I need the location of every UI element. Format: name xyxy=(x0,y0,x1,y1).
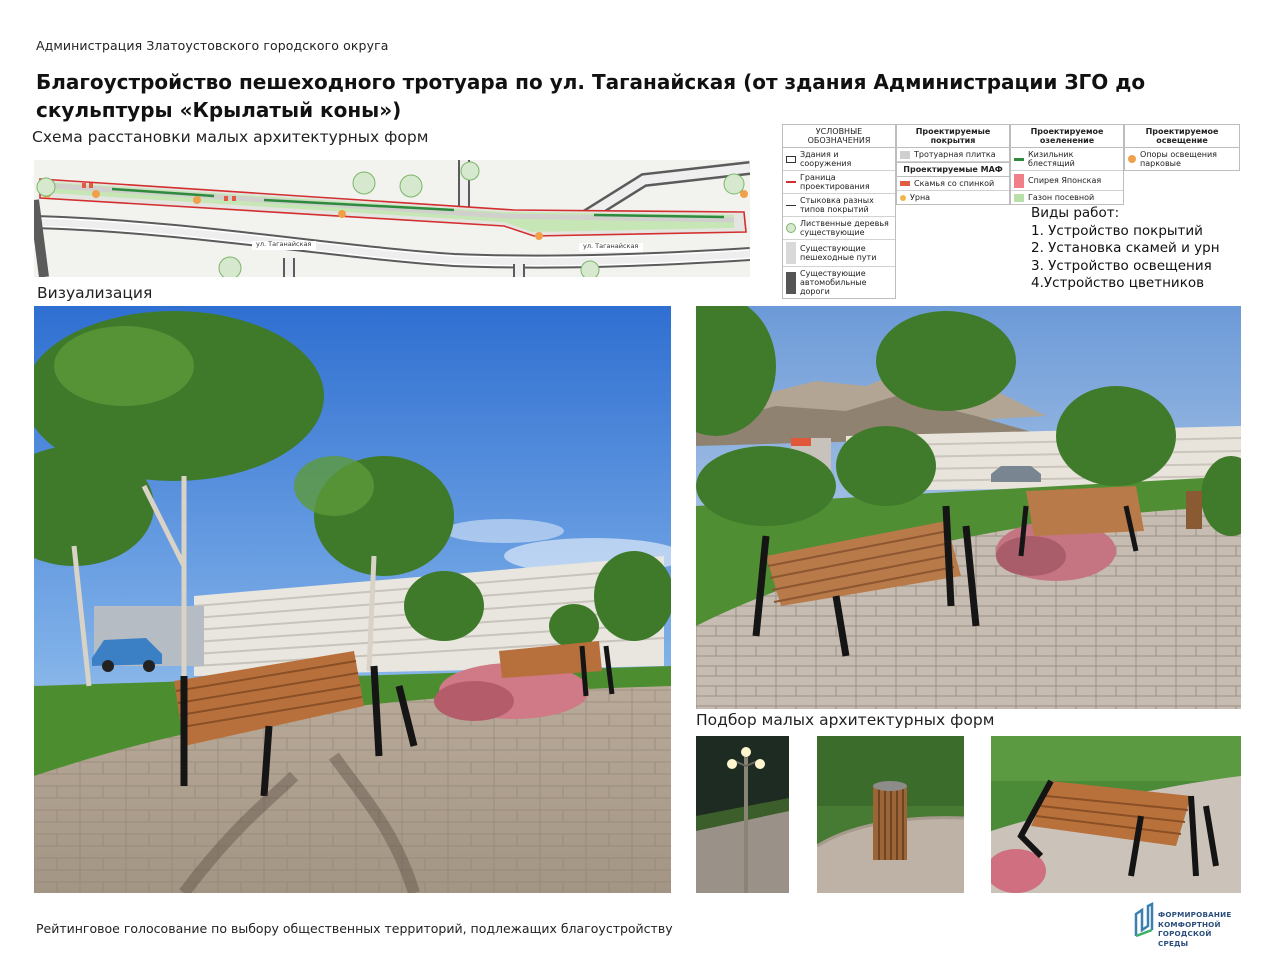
organization-name: Администрация Златоустовского городского округа xyxy=(36,38,389,53)
legend-title: УСЛОВНЫЕ ОБОЗНАЧЕНИЯ xyxy=(783,125,895,148)
visualization-secondary-render xyxy=(696,306,1241,709)
legend-item: Существующие автомобильные дороги xyxy=(783,267,895,298)
legend-item: Стыковка разных типов покрытий xyxy=(783,194,895,217)
legend-item: Тротуарная плитка xyxy=(897,148,1009,162)
legend-item: Кизильник блестящий xyxy=(1011,148,1123,171)
maf-section-title: Подбор малых архитектурных форм xyxy=(696,711,995,729)
tree-swatch xyxy=(786,223,796,233)
bench-swatch xyxy=(900,181,910,186)
legend-item: Опоры освещения парковые xyxy=(1125,148,1239,170)
legend-maf-title: Проектируемые МАФ xyxy=(897,162,1009,177)
bench-render xyxy=(991,736,1241,893)
joint-swatch xyxy=(786,205,796,206)
legend-greenery-title: Проектируемое озеленение xyxy=(1011,125,1123,148)
road-swatch xyxy=(786,272,796,294)
legend-item: Здания и сооружения xyxy=(783,148,895,171)
works-item: 2. Установка скамей и урн xyxy=(1031,240,1220,256)
visualization-section-title: Визуализация xyxy=(37,284,153,302)
tile-swatch xyxy=(900,151,910,159)
street-label: ул. Таганайская xyxy=(583,242,639,250)
site-plan-map xyxy=(34,160,750,277)
works-item: 3. Устройство освещения xyxy=(1031,257,1212,274)
lamp-swatch xyxy=(1128,155,1136,163)
urn-swatch xyxy=(900,195,906,201)
visualization-main-render xyxy=(34,306,671,893)
spirea-swatch xyxy=(1014,174,1024,188)
cotoneaster-swatch xyxy=(1014,158,1024,161)
footpath-swatch xyxy=(786,242,796,264)
urn-render xyxy=(817,736,964,893)
legend-item: Урна xyxy=(897,191,1009,204)
legend-lighting-column xyxy=(1124,124,1240,171)
works-list xyxy=(1031,205,1220,293)
works-item: 4.Устройство цветников xyxy=(1031,275,1205,291)
lawn-swatch xyxy=(1014,194,1024,202)
legend-item: Существующие пешеходные пути xyxy=(783,240,895,267)
legend-lighting-title: Проектируемое освещение xyxy=(1125,125,1239,148)
legend-item: Скамья со спинкой xyxy=(897,177,1009,191)
works-item: 1. Устройство покрытий xyxy=(1031,222,1203,239)
legend-item: Граница проектирования xyxy=(783,171,895,194)
building-swatch xyxy=(786,156,796,163)
legend-existing-column xyxy=(782,124,896,299)
boundary-swatch xyxy=(786,181,796,183)
legend-greenery-column xyxy=(1010,124,1124,205)
footer-text: Рейтинговое голосование по выбору общественных территорий, подлежащих благоустройству xyxy=(36,921,673,936)
legend-project-column xyxy=(896,124,1010,205)
works-title: Виды работ: xyxy=(1031,205,1120,221)
street-label: ул. Таганайская xyxy=(256,240,312,248)
program-logo xyxy=(1132,900,1242,948)
legend-item: Спирея Японская xyxy=(1011,171,1123,191)
lamp-post-render xyxy=(696,736,789,893)
logo-text: ФОРМИРОВАНИЕ КОМФОРТНОЙ ГОРОДСКОЙ СРЕДЫ xyxy=(1158,910,1232,948)
legend-item: Газон посевной xyxy=(1011,191,1123,204)
legend-coverings-title: Проектируемые покрытия xyxy=(897,125,1009,148)
scheme-section-title: Схема расстановки малых архитектурных форм xyxy=(32,128,429,146)
legend-item: Лиственные деревья существующие xyxy=(783,217,895,240)
page-title: Благоустройство пешеходного тротуара по ул. Таганайская (от здания Администрации ЗГО до скульптуры «Крылатый коны») xyxy=(36,70,1146,122)
city-environment-logo-icon xyxy=(1132,900,1156,940)
